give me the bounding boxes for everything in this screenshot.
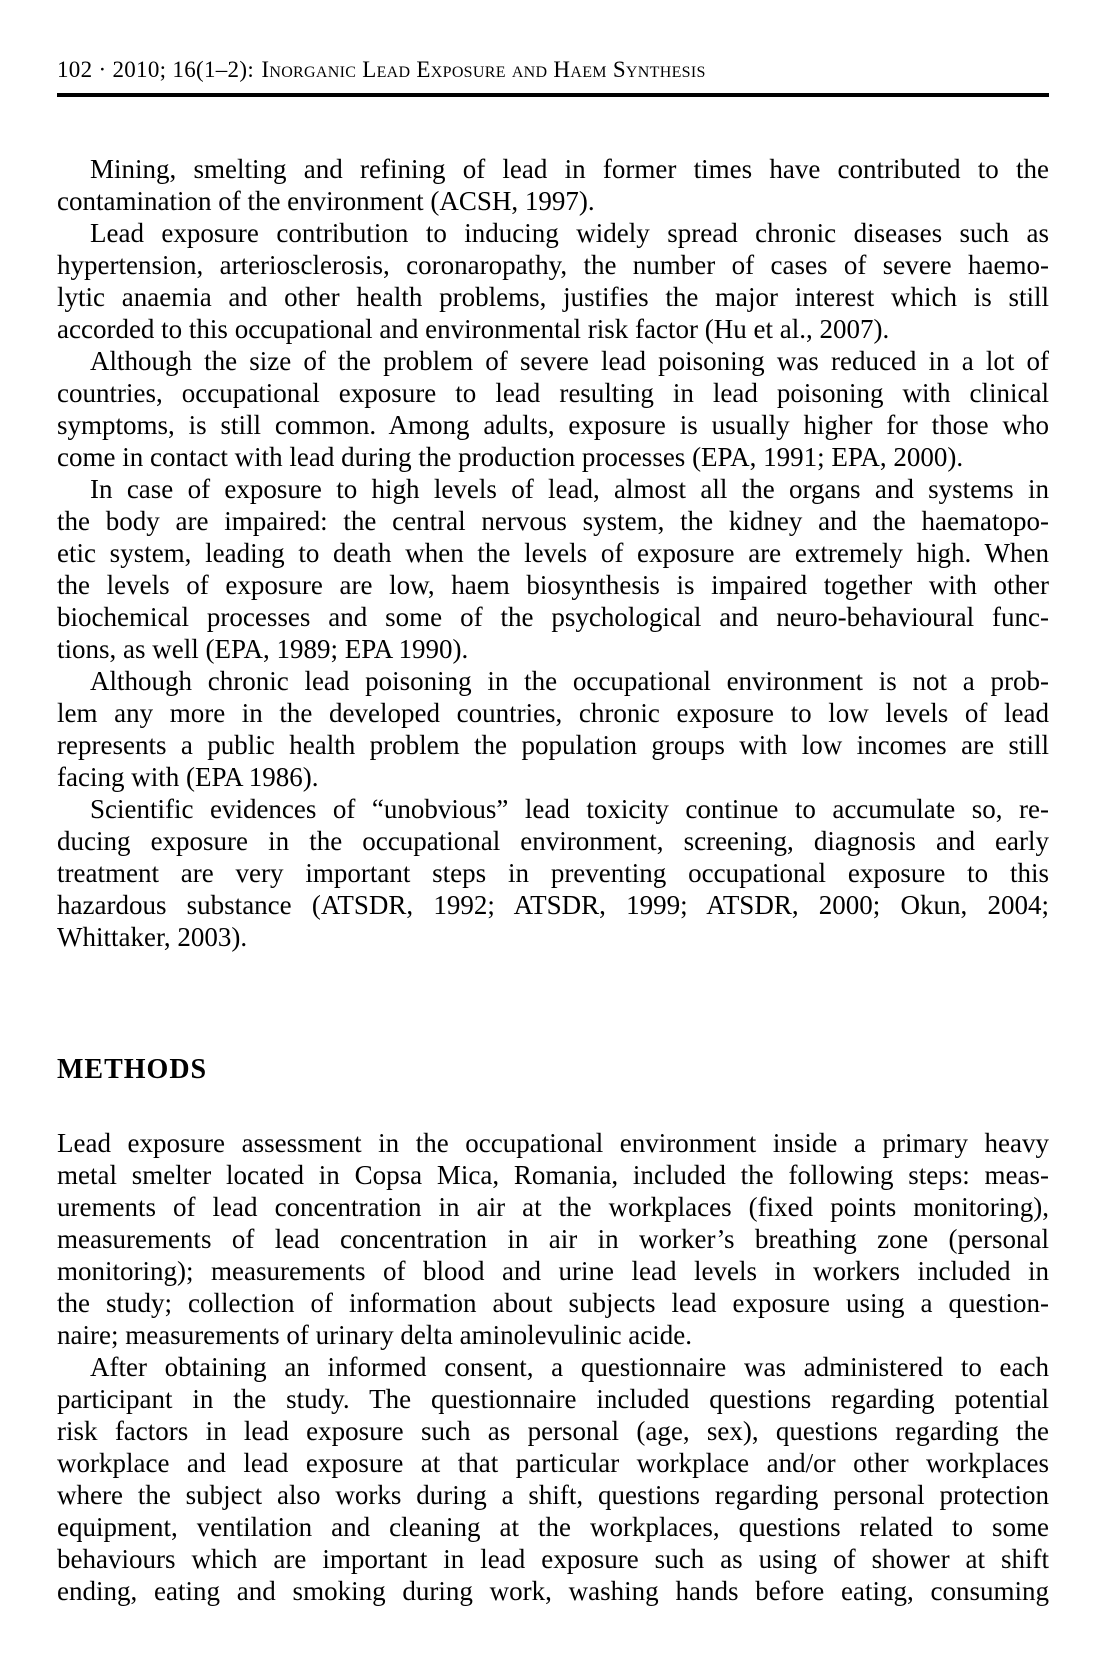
paragraph (57, 345, 1049, 473)
paragraph (57, 473, 1049, 665)
text-line: Although the size of the problem of severe lead poisoning was reduced in a lot of (90, 346, 1049, 376)
methods-section (57, 1127, 1049, 1607)
paragraph (57, 1351, 1049, 1607)
intro-section (57, 153, 1049, 953)
paragraph (57, 665, 1049, 793)
text-line: tions, as well (EPA, 1989; EPA 1990). (57, 634, 469, 664)
text-line: Lead exposure contribution to inducing widely spread chronic diseases such as (90, 218, 1049, 248)
text-line: contamination of the environment (ACSH, 1997). (57, 186, 595, 216)
text-line: behaviours which are important in lead exposure such as using of shower at shift (57, 1544, 1049, 1574)
text-line: Lead exposure assessment in the occupational environment inside a primary heavy (57, 1128, 1049, 1158)
text-line: measurements of lead concentration in air in worker’s breathing zone (personal (57, 1224, 1049, 1254)
text-line: monitoring); measurements of blood and urine lead levels in workers included in (57, 1256, 1049, 1286)
page-body (57, 153, 1049, 1607)
text-line: participant in the study. The questionnaire included questions regarding potential (57, 1384, 1049, 1414)
text-line: come in contact with lead during the production processes (EPA, 1991; EPA, 2000). (57, 442, 964, 472)
paragraph (57, 793, 1049, 953)
text-line: equipment, ventilation and cleaning at the workplaces, questions related to some (57, 1512, 1049, 1542)
text-line: lytic anaemia and other health problems, justifies the major interest which is still (57, 282, 1049, 312)
paragraph (57, 217, 1049, 345)
text-line: ducing exposure in the occupational environment, screening, diagnosis and early (57, 826, 1049, 856)
text-line: In case of exposure to high levels of lead, almost all the organs and systems in (90, 474, 1049, 504)
text-line: the body are impaired: the central nervous system, the kidney and the haematopo- (57, 506, 1049, 536)
text-line: Although chronic lead poisoning in the occupational environment is not a prob- (90, 666, 1049, 696)
text-line: accorded to this occupational and environmental risk factor (Hu et al., 2007). (57, 314, 890, 344)
running-head-citation: 102 · 2010; 16(1–2): (57, 57, 255, 82)
text-line: risk factors in lead exposure such as personal (age, sex), questions regarding the (57, 1416, 1049, 1446)
text-line: symptoms, is still common. Among adults, exposure is usually higher for those who (57, 410, 1049, 440)
text-line: After obtaining an informed consent, a questionnaire was administered to each (90, 1352, 1049, 1382)
text-line: workplace and lead exposure at that particular workplace and/or other workplaces (57, 1448, 1049, 1478)
running-head (57, 56, 1049, 97)
text-line: etic system, leading to death when the levels of exposure are extremely high. When (57, 538, 1049, 568)
text-line: Mining, smelting and refining of lead in former times have contributed to the (90, 154, 1049, 184)
page-header (57, 56, 1049, 97)
text-line: treatment are very important steps in preventing occupational exposure to this (57, 858, 1049, 888)
text-line: lem any more in the developed countries, chronic exposure to low levels of lead (57, 698, 1049, 728)
text-line: represents a public health problem the population groups with low incomes are still (57, 730, 1049, 760)
text-line: Scientific evidences of “unobvious” lead toxicity continue to accumulate so, re- (90, 794, 1049, 824)
text-line: the levels of exposure are low, haem biosynthesis is impaired together with other (57, 570, 1049, 600)
text-line: Whittaker, 2003). (57, 922, 248, 952)
text-line: metal smelter located in Copsa Mica, Romania, included the following steps: meas- (57, 1160, 1049, 1190)
running-head-title: Inorganic Lead Exposure and Haem Synthesis (261, 57, 706, 82)
text-line: facing with (EPA 1986). (57, 762, 319, 792)
text-line: ending, eating and smoking during work, washing hands before eating, consuming (57, 1576, 1049, 1606)
text-line: naire; measurements of urinary delta aminolevulinic acide. (57, 1320, 693, 1350)
text-line: where the subject also works during a shift, questions regarding personal protection (57, 1480, 1049, 1510)
text-line: countries, occupational exposure to lead resulting in lead poisoning with clinical (57, 378, 1049, 408)
methods-heading: METHODS (57, 1054, 208, 1085)
text-line: hazardous substance (ATSDR, 1992; ATSDR, 1999; ATSDR, 2000; Okun, 2004; (57, 890, 1049, 920)
text-line: urements of lead concentration in air at the workplaces (fixed points monitoring), (57, 1192, 1049, 1222)
text-line: the study; collection of information about subjects lead exposure using a question- (57, 1288, 1049, 1318)
paragraph (57, 1127, 1049, 1351)
text-line: biochemical processes and some of the psychological and neuro-behavioural func- (57, 602, 1049, 632)
paragraph (57, 153, 1049, 217)
text-line: hypertension, arteriosclerosis, coronaropathy, the number of cases of severe haemo- (57, 250, 1049, 280)
